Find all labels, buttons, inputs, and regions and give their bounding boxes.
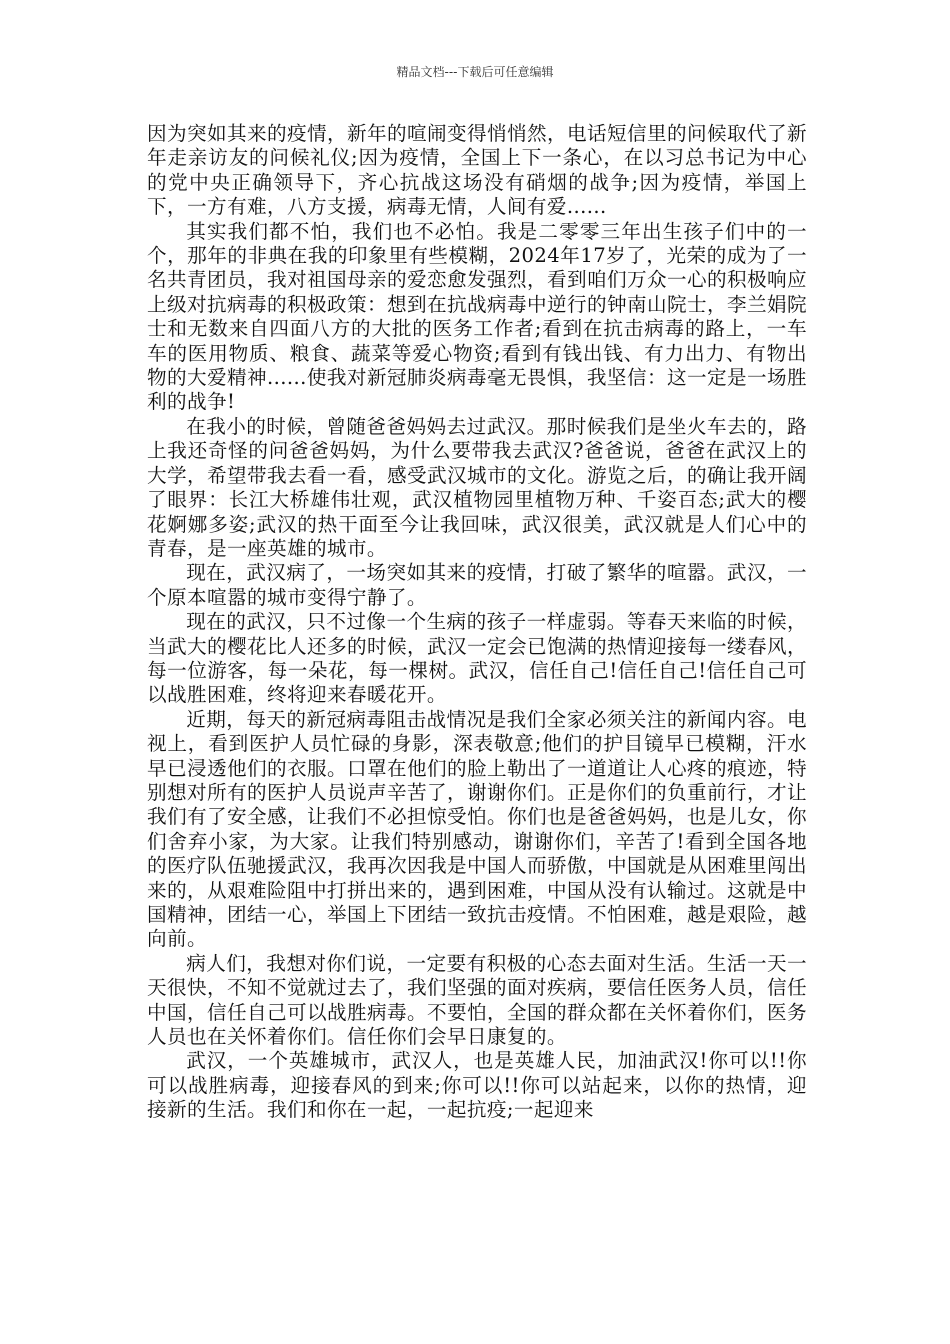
paragraph-1: 因为突如其来的疫情，新年的喧闹变得悄悄然，电话短信里的问候取代了新年走亲访友的问候礼仪;因为疫情，全国上下一条心，在以习总书记为中心的党中央正确领导下，齐心抗战这场没有硝烟的战争;因为疫情，举国上下，一方有难，八方支援，病毒无情，人间有爱...... bbox=[147, 122, 807, 219]
page-header: 精品文档---下载后可任意编辑 bbox=[396, 65, 554, 79]
paragraph-4: 现在，武汉病了，一场突如其来的疫情，打破了繁华的喧嚣。武汉，一个原本喧嚣的城市变得宁静了。 bbox=[147, 561, 807, 609]
paragraph-3: 在我小的时候，曾随爸爸妈妈去过武汉。那时候我们是坐火车去的，路上我还奇怪的问爸爸妈妈，为什么要带我去武汉?爸爸说，爸爸在武汉上的大学，希望带我去看一看，感受武汉城市的文化。游览之后，的确让我开阔了眼界：长江大桥雄伟壮观，武汉植物园里植物万种、千姿百态;武大的樱花婀娜多姿;武汉的热干面至今让我回味，武汉很美，武汉就是人们心中的青春，是一座英雄的城市。 bbox=[147, 414, 807, 560]
paragraph-8: 武汉，一个英雄城市，武汉人，也是英雄人民，加油武汉!你可以!!你可以战胜病毒，迎接春风的到来;你可以!!你可以站起来，以你的热情，迎接新的生活。我们和你在一起，一起抗疫;一起迎来 bbox=[147, 1049, 807, 1122]
paragraph-7: 病人们，我想对你们说，一定要有积极的心态去面对生活。生活一天一天很快，不知不觉就过去了，我们坚强的面对疾病，要信任医务人员，信任中国，信任自己可以战胜病毒。不要怕，全国的群众都在关怀着你们，医务人员也在关怀着你们。信任你们会早日康复的。 bbox=[147, 951, 807, 1049]
document-body bbox=[147, 122, 807, 1123]
paragraph-2: 其实我们都不怕，我们也不必怕。我是二零零三年出生孩子们中的一个，那年的非典在我的印象里有些模糊，2024年17岁了，光荣的成为了一名共青团员，我对祖国母亲的爱恋愈发强烈，看到咱们万众一心的积极响应上级对抗病毒的积极政策：想到在抗战病毒中逆行的钟南山院士，李兰娟院士和无数来自四面八方的大批的医务工作者;看到在抗击病毒的路上，一车车的医用物质、粮食、蔬菜等爱心物资;看到有钱出钱、有力出力、有物出物的大爱精神......使我对新冠肺炎病毒毫无畏惧，我坚信：这一定是一场胜利的战争! bbox=[147, 219, 807, 414]
paragraph-5: 现在的武汉，只不过像一个生病的孩子一样虚弱。等春天来临的时候，当武大的樱花比人还多的时候，武汉一定会已饱满的热情迎接每一缕春风，每一位游客，每一朵花，每一棵树。武汉，信任自己!信任自己!信任自己可以战胜困难，终将迎来春暖花开。 bbox=[147, 610, 807, 707]
paragraph-6: 近期，每天的新冠病毒阻击战情况是我们全家必须关注的新闻内容。电视上，看到医护人员忙碌的身影，深表敬意;他们的护目镜早已模糊，汗水早已浸透他们的衣服。口罩在他们的脸上勒出了一道道让人心疼的痕迹，特别想对所有的医护人员说声辛苦了，谢谢你们。正是你们的负重前行，才让我们有了安全感，让我们不必担惊受怕。你们也是爸爸妈妈，也是儿女，你们舍弃小家，为大家。让我们特别感动，谢谢你们，辛苦了!看到全国各地的医疗队伍驰援武汉，我再次因我是中国人而骄傲，中国就是从困难里闯出来的，从艰难险阻中打拼出来的，遇到困难，中国从没有认输过。这就是中国精神，团结一心，举国上下团结一致抗击疫情。不怕困难，越是艰险，越向前。 bbox=[147, 707, 807, 951]
